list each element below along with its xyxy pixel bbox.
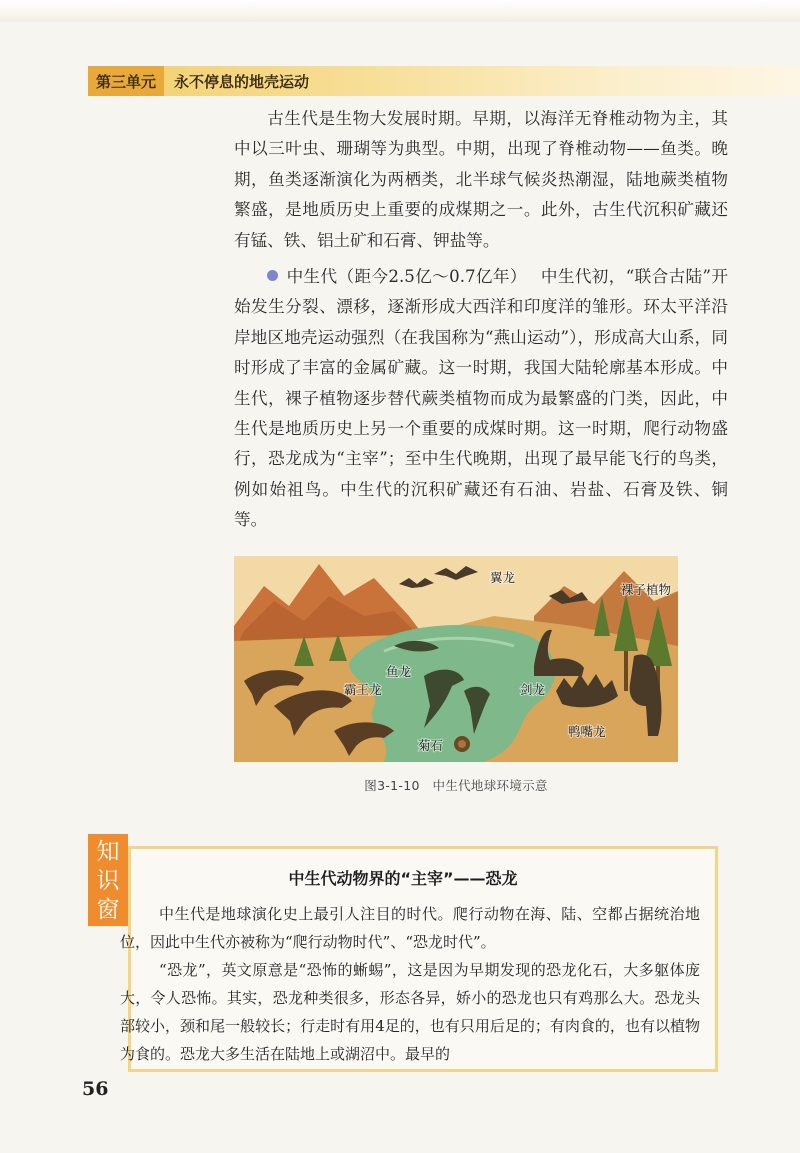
tab-char: 窗 — [96, 897, 120, 923]
label-hadrosaur: 鸭嘴龙 — [568, 724, 606, 739]
tab-char: 识 — [96, 868, 120, 894]
unit-label: 第三单元 — [88, 66, 164, 96]
mesozoic-text: 中生代初，“联合古陆”开始发生分裂、漂移，逐渐形成大西洋和印度洋的雏形。环太平洋沿岸地区地壳运动强烈（在我国称为“燕山运动”），形成高大山系，同时形成了丰富的金属矿藏。这一时期，我国大陆轮廓基本形成。中生代，裸子植物逐步替代蕨类植物而成为最繁盛的门类，因此，中生代是地质历史上另一个重要的成煤时期。这一时期，爬行动物盛行，恐龙成为“主宰”；至中生代晚期，出现了最早能飞行的鸟类，例如始祖鸟。中生代的沉积矿藏还有石油、岩盐、石膏及铁、铜等。 — [234, 267, 728, 530]
knowledge-paragraph: 中生代是地球演化史上最引人注目的时代。爬行动物在海、陆、空都占据统治地位，因此中生代亦被称为“爬行动物时代”、“恐龙时代”。 — [120, 905, 700, 951]
mesozoic-heading: 中生代（距今2.5亿～0.7亿年） — [286, 267, 527, 287]
tab-char: 知 — [96, 839, 120, 865]
unit-title: 永不停息的地壳运动 — [174, 72, 310, 91]
label-stegosaur: 剑龙 — [520, 682, 546, 697]
mesozoic-paragraph — [234, 262, 728, 536]
label-gymnosperm: 裸子植物 — [621, 582, 672, 597]
figure-caption: 图3-1-10 中生代地球环境示意 — [364, 778, 548, 793]
mesozoic-illustration — [234, 556, 678, 762]
page-top-band — [0, 0, 800, 22]
label-ammonite: 菊石 — [418, 738, 444, 753]
label-pterosaur: 翼龙 — [490, 570, 516, 585]
bullet-dot-icon — [267, 270, 278, 281]
label-ichthyosaur: 鱼龙 — [386, 664, 412, 679]
knowledge-window-text — [120, 900, 700, 1068]
main-text — [234, 104, 728, 536]
ammonite-figure — [454, 736, 470, 752]
page-number: 56 — [82, 1078, 109, 1100]
knowledge-window-title: 中生代动物界的“主宰”——恐龙 — [288, 869, 518, 888]
label-tyrannosaur: 霸王龙 — [344, 682, 382, 697]
unit-header — [88, 66, 800, 96]
mesozoic-scene — [234, 556, 678, 762]
paleozoic-paragraph: 古生代是生物大发展时期。早期，以海洋无脊椎动物为主，其中以三叶虫、珊瑚等为典型。中期，出现了脊椎动物——鱼类。晚期，鱼类逐渐演化为两栖类，北半球气候炎热潮湿，陆地蕨类植物繁盛，是地质历史上重要的成煤期之一。此外，古生代沉积矿藏还有锰、铁、铝土矿和石膏、钾盐等。 — [234, 109, 728, 250]
knowledge-paragraph: “恐龙”，英文原意是“恐怖的蜥蜴”，这是因为早期发现的恐龙化石，大多躯体庞大，令人恐怖。其实，恐龙种类很多，形态各异，娇小的恐龙也只有鸡那么大。恐龙头部较小，颈和尾一般较长；行走时有用4足的，也有只用后足的；有肉食的，也有以植物为食的。恐龙大多生活在陆地上或湖沼中。最早的 — [120, 961, 700, 1063]
